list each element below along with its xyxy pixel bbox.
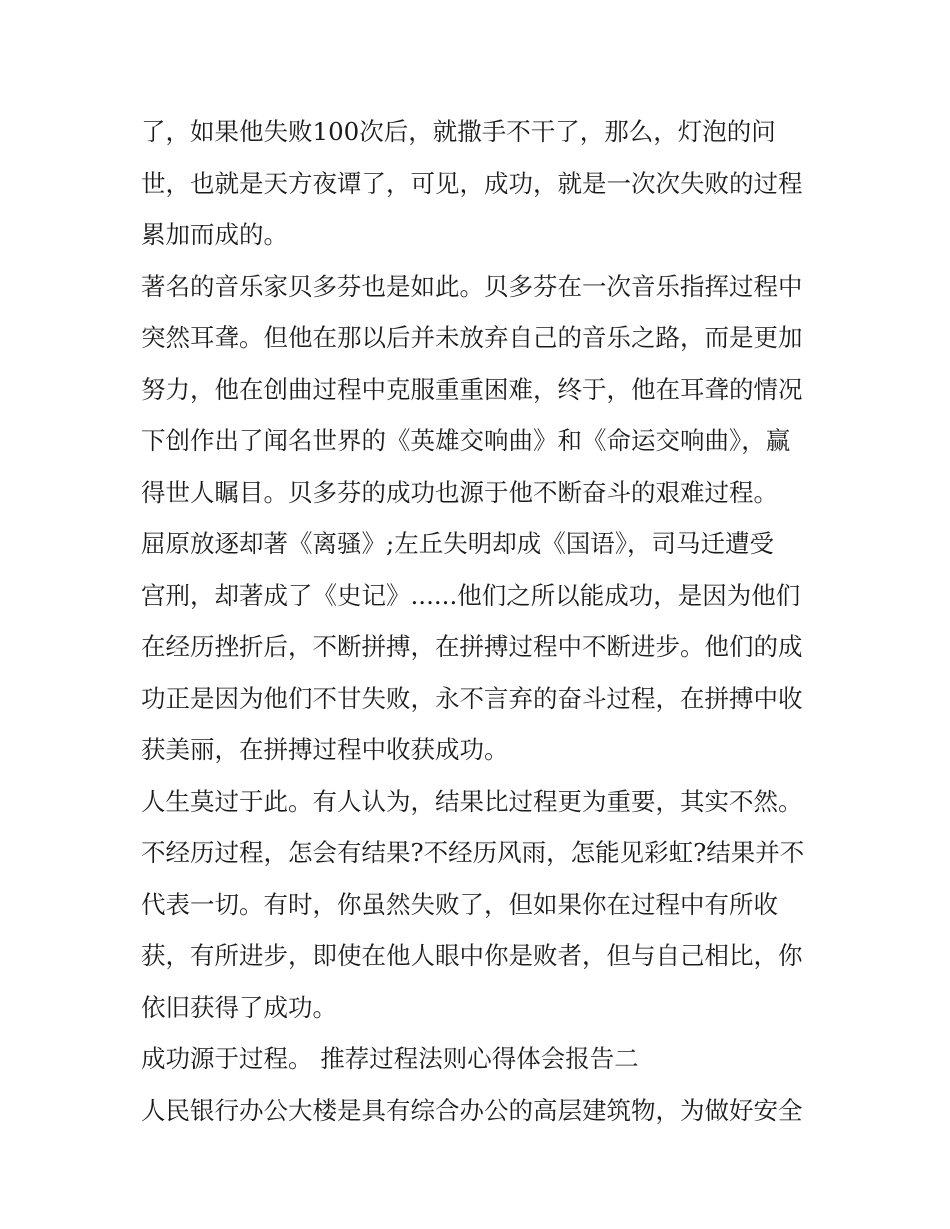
text-line: 获，有所进步，即使在他人眼中你是败者，但与自己相比，你 <box>141 941 803 970</box>
text-line: 了，如果他失败100次后，就撒手不干了，那么，灯泡的问 <box>141 117 776 146</box>
text-line: 依旧获得了成功。 <box>141 992 337 1022</box>
text-line: 获美丽，在拼搏过程中收获成功。 <box>141 735 509 764</box>
text-line: 代表一切。有时，你虽然失败了，但如果你在过程中有所收 <box>141 889 778 919</box>
document-body <box>141 106 813 1136</box>
section-heading-line: 成功源于过程。 推荐过程法则心得体会报告二 <box>141 1044 639 1073</box>
text-line: 世，也就是天方夜谭了，可见，成功，就是一次次失败的过程 <box>141 168 803 198</box>
text-line: 下创作出了闻名世界的《英雄交响曲》和《命运交响曲》，赢 <box>141 426 791 455</box>
text-line: 不经历过程，怎会有结果?不经历风雨，怎能见彩虹?结果并不 <box>141 838 805 867</box>
text-line: 屈原放逐却著《离骚》;左丘失明却成《国语》，司马迁遭受 <box>141 529 775 558</box>
text-line: 在经历挫折后，不断拼搏，在拼搏过程中不断进步。他们的成 <box>141 632 803 661</box>
text-line: 著名的音乐家贝多芬也是如此。贝多芬在一次音乐指挥过程中 <box>141 271 803 301</box>
text-line: 人生莫过于此。有人认为，结果比过程更为重要，其实不然。 <box>141 786 803 816</box>
text-line: 人民银行办公大楼是具有综合办公的高层建筑物，为做好安全 <box>141 1095 803 1125</box>
text-line: 努力，他在创曲过程中克服重重困难，终于，他在耳聋的情况 <box>141 374 803 404</box>
text-line: 功正是因为他们不甘失败，永不言弃的奋斗过程，在拼搏中收 <box>141 683 803 713</box>
text-line: 累加而成的。 <box>141 220 288 249</box>
text-line: 得世人瞩目。贝多芬的成功也源于他不断奋斗的艰难过程。 <box>141 477 778 507</box>
text-line: 突然耳聋。但他在那以后并未放弃自己的音乐之路，而是更加 <box>141 323 803 352</box>
text-line: 宫刑，却著成了《史记》......他们之所以能成功，是因为他们 <box>141 580 801 610</box>
